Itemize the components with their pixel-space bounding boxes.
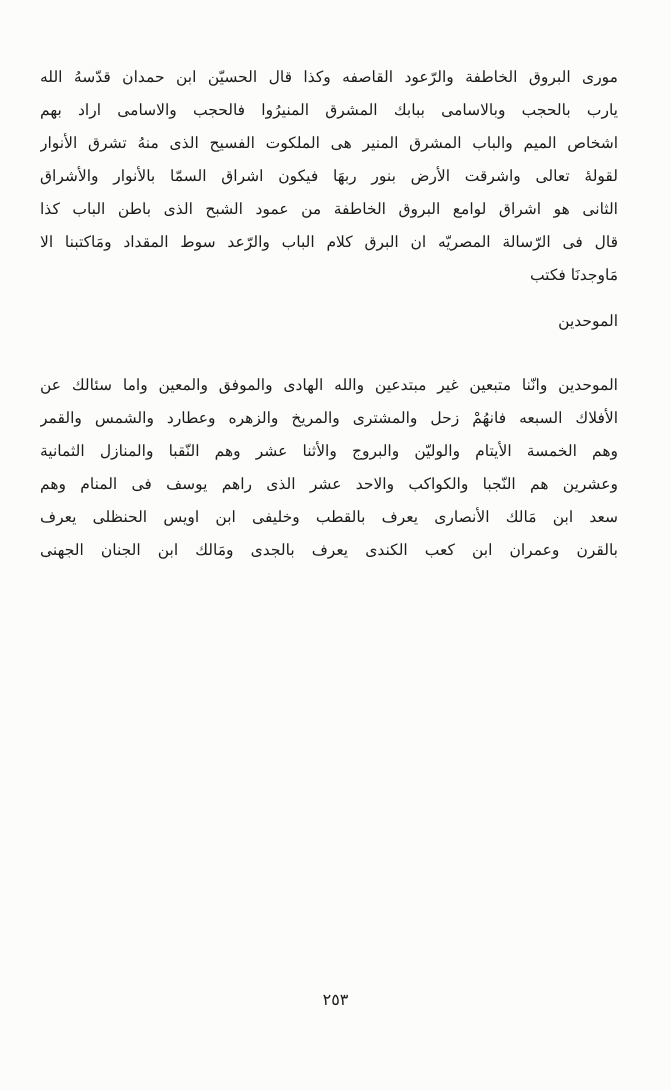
paragraph-2 [40,369,618,567]
text-line: لقولهٔ تعالى واشرقت الأرض بنور ربهَا فيكون اشراق السمّا بالأنوار والأشراق [40,167,618,185]
text-line: مَاوجدنَا فكتب [529,266,618,284]
text-line: اشخاص الميم والباب المشرق المنير هى الملكوت الفسيح الذى منهُ تشرق الأنوار [40,134,618,152]
text-line: بالقرن وعمران ابن كعب الكندى يعرف بالجدى ومَالك ابن الجنان الجهنى [40,541,618,559]
text-line: الموحدين وانّنا متبعين غير مبتدعين والله الهادى والموفق والمعين واما سئالك عن [40,376,618,394]
page-number: ٢٥٣ [322,990,349,1009]
section-heading: الموحدين [558,312,618,330]
text-line: مورى البروق الخاطفة والرّعود القاصفه وكذا قال الحسيّن ابن حمدان قدّسهُ الله [40,68,618,86]
text-line: الأفلاك السبعه فانهُمْ زحل والمشترى والمريخ والزهره وعطارد والشمس والقمر [40,409,618,427]
text-line: وهم الخمسة الأيتام والوليّن والبروج والأثنا عشر وهم النّقبا والمنازل الثمانية [40,442,618,460]
text-line: سعد ابن مَالك الأنصارى يعرف بالقطب وخليفى ابن اويس الحنظلى يعرف [40,508,618,526]
text-line: قال فى الرّسالة المصريّه ان البرق كلام الباب والرّعد سوط المقداد ومَاكتبنا الا [40,233,618,251]
text-line: الثانى هو اشراق لوامع البروق الخاطفة من عمود الشبح الذى باطن الباب كذا [40,200,618,218]
paragraph-1 [40,61,618,292]
text-line: يارب بالحجب وبالاسامى ببابك المشرق المنيرُوا فالحجب والاسامى اراد بهم [40,101,618,119]
text-line: وعشرين هم النّجبا والكواكب والاحد عشر الذى راهم يوسف فى المنام وهم [40,475,618,493]
